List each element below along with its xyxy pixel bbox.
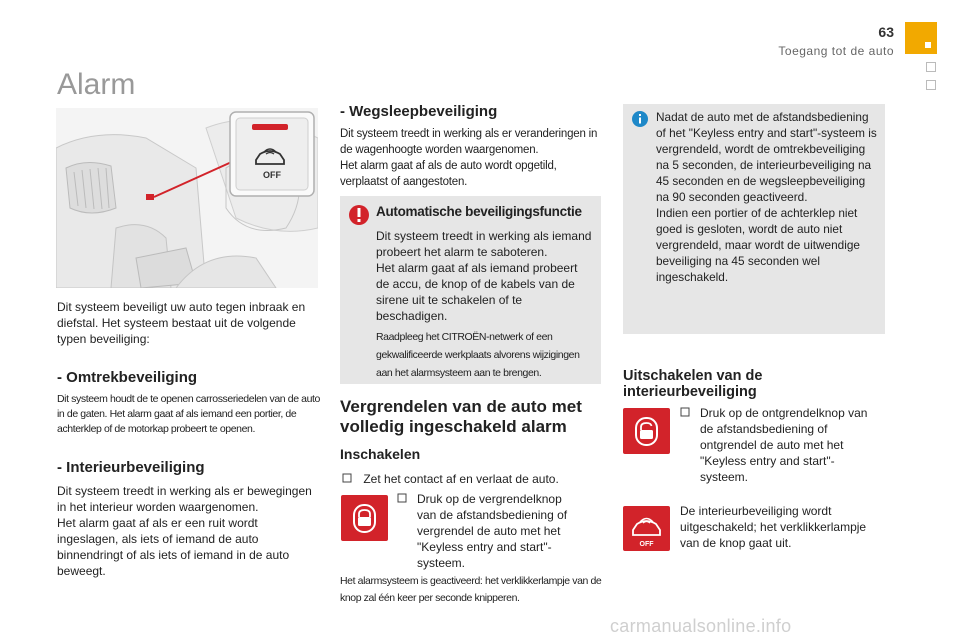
chapter-tab [905,22,937,54]
unlock-icon [623,408,670,454]
perimeter-heading: - Omtrekbeveiliging [57,369,198,386]
step-list-item [342,471,559,487]
bullet-mark [342,472,355,486]
page-number: 63 [878,24,894,40]
interior-text: Dit systeem treedt in werking als er bewegingen in het interieur worden waargenomen. Het alarm gaat af als er een ruit wordt ingeslagen, als iets of iemand de auto binnendringt of als iets of iemand in de auto beweegt. [57,484,312,578]
bullet-mark [680,405,690,421]
perimeter-text: Dit systeem houdt de te openen carrosseriedelen van de auto in de gaten. Het alarm gaat af als iemand een portier, de achterklep of de motorkap probeert te openen. [57,393,320,435]
section-title: Toegang tot de auto [778,44,894,58]
lock-button-icon [341,495,388,541]
chapter-tab-box [926,62,936,72]
step-text: Zet het contact af en verlaat de auto. [363,472,559,486]
step-list-item [680,405,870,485]
info-text: Nadat de auto met de afstandsbediening of het "Keyless entry and start"-systeem is vergrendeld, wordt de omtrekbeveiliging na 5 seconden, de interieurbeveiliging na 45 seconden en de wegsleepbeveiliging na 90 seconden geactiveerd. Indien een portier of de achterklep niet goed is gesloten, wordt de auto niet vergrendeld, maar wordt de uitwendige beveiliging na 45 seconden wel ingeschakeld. [656,110,877,284]
disable-interior-heading: Uitschakelen van de interieurbeveiliging [623,368,763,400]
activation-subheading: Inschakelen [340,446,421,462]
bullet-mark [397,491,407,507]
interior-heading: - Interieurbeveiliging [57,459,205,476]
tow-text: Dit systeem treedt in werking als er veranderingen in de wagenhoogte worden waargenomen. Het alarm gaat af als de auto wordt opgetild, verplaatst of aangestoten. [340,128,598,188]
chapter-tab-box [926,80,936,90]
unlock-button-icon [623,408,670,454]
intro-text: Dit systeem beveiligt uw auto tegen inbraak en diefstal. Het systeem bestaat uit de volgende typen beveiliging: [57,300,306,346]
warning-icon [348,204,370,231]
lock-icon [341,495,388,541]
info-icon [631,110,649,133]
disable-result: De interieurbeveiliging wordt uitgeschakeld; het verklikkerlampje van de knop gaat uit. [680,504,867,550]
tow-heading: - Wegsleepbeveiliging [340,103,498,120]
auto-protect-note: Raadpleeg het CITROËN-netwerk of een gekwalificeerde werkplaats alvorens wijzigingen aan het alarmsysteem aan te brengen. [376,331,580,379]
step-list-item [397,491,582,571]
page-title: Alarm [57,68,136,101]
step-text: Druk op de vergrendelknop van de afstandsbediening of vergrendel de auto met het "Keyless entry and start"-systeem. [417,492,568,570]
off-label: OFF [263,170,281,180]
auto-protect-title: Automatische beveiligingsfunctie [376,204,582,219]
step-text: Druk op de ontgrendelknop van de afstandsbediening of ontgrendel de auto met het "Keyless entry and start"-systeem. [700,406,868,484]
watermark: carmanualsonline.info [610,616,792,636]
off-icon-label: OFF [639,541,654,548]
alarm-off-icon [623,506,670,551]
alarm-off-button-icon [623,506,670,551]
auto-protect-box [340,196,601,384]
activation-result: Het alarmsysteem is geactiveerd: het verklikkerlampje van de knop zal één keer per seconde knipperen. [340,575,602,604]
locking-heading: Vergrendelen van de auto met volledig ingeschakeld alarm [340,397,582,436]
auto-protect-text: Dit systeem treedt in werking als iemand probeert het alarm te saboteren. Het alarm gaat af als iemand probeert de accu, de knop of de kabels van de sirene uit te schakelen of te beschadigen. [376,229,592,323]
info-box [623,104,885,334]
dashboard-illustration [56,108,318,288]
